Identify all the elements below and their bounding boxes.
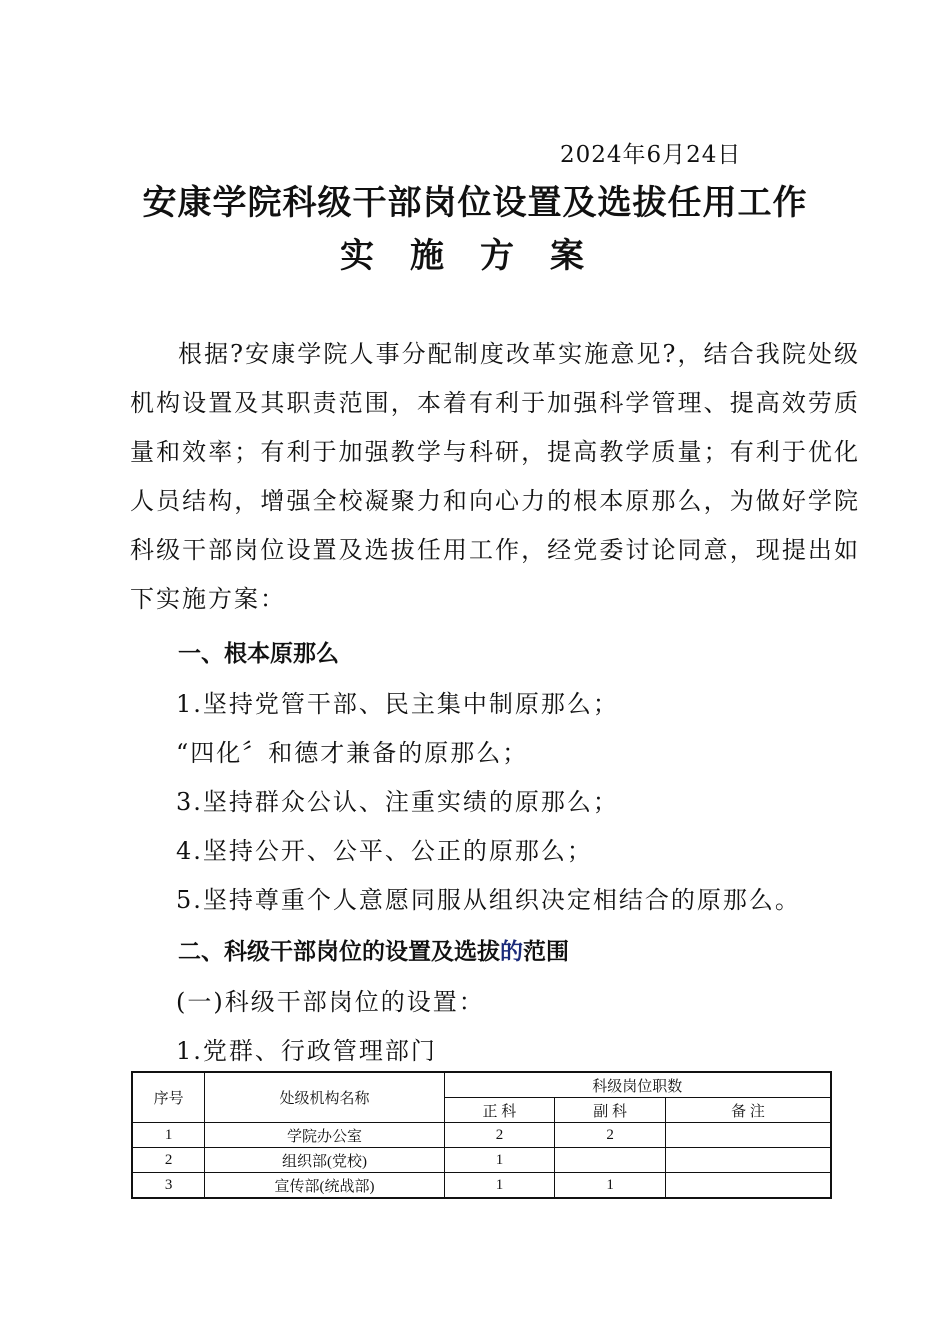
cell-fu: 2 — [555, 1123, 666, 1148]
document-title-line2: 实施方案 — [340, 236, 620, 276]
document-title-line1: 安康学院科级干部岗位设置及选拔任用工作 — [142, 183, 808, 223]
cell-name: 宣传部(统战部) — [205, 1173, 444, 1199]
cell-name: 学院办公室 — [205, 1123, 444, 1148]
subsection-title: (一)科级干部岗位的设置： — [176, 988, 485, 1016]
cell-zheng: 2 — [444, 1123, 555, 1148]
header-no: 序号 — [132, 1072, 205, 1123]
section1-heading: 一、根本原那么 — [178, 641, 339, 667]
header-group: 科级岗位职数 — [444, 1072, 831, 1098]
cell-no: 2 — [132, 1148, 205, 1173]
table-row — [132, 1148, 831, 1173]
cell-note — [665, 1123, 831, 1148]
cell-note — [665, 1148, 831, 1173]
cell-zheng: 1 — [444, 1173, 555, 1199]
principle-item: 1.坚持党管干部、民主集中制原那么； — [176, 690, 619, 718]
intro-paragraph: 根据?安康学院人事分配制度改革实施意见?，结合我院处级机构设置及其职责范围，本着有利于加强科学管理、提高效劳质量和效率；有利于加强教学与科研，提高教学质量；有利于优化人员结构，增强全校凝聚力和向心力的根本原那么，为做好学院科级干部岗位设置及选拔任用工作，经党委讨论同意，现提出如下实施方案： — [130, 340, 860, 613]
principle-item: “四化〞和德才兼备的原那么； — [176, 739, 529, 767]
cell-name: 组织部(党校) — [205, 1148, 444, 1173]
subsection-title: 1.党群、行政管理部门 — [176, 1037, 437, 1065]
principle-item: 5.坚持尊重个人意愿同服从组织决定相结合的原那么。 — [176, 886, 801, 914]
header-note: 备 注 — [665, 1098, 831, 1123]
cell-note — [665, 1173, 831, 1199]
cell-no: 1 — [132, 1123, 205, 1148]
table-header-row — [132, 1072, 831, 1098]
table-row — [132, 1173, 831, 1199]
principle-item: 3.坚持群众公认、注重实绩的原那么； — [176, 788, 619, 816]
section2-heading-main: 二、科级干部岗位的设置及选拔 — [178, 939, 500, 965]
cell-zheng: 1 — [444, 1148, 555, 1173]
cell-fu — [555, 1148, 666, 1173]
header-name: 处级机构名称 — [205, 1072, 444, 1123]
table-row — [132, 1123, 831, 1148]
section2-heading-accent: 的 — [500, 939, 523, 965]
header-zheng: 正 科 — [444, 1098, 555, 1123]
document-date: 2024年6月24日 — [560, 142, 742, 168]
header-fu: 副 科 — [555, 1098, 666, 1123]
cell-fu: 1 — [555, 1173, 666, 1199]
section2-heading-tail: 范围 — [523, 939, 569, 965]
section2-heading — [178, 933, 569, 966]
positions-table — [131, 1071, 832, 1199]
cell-no: 3 — [132, 1173, 205, 1199]
principle-item: 4.坚持公开、公平、公正的原那么； — [176, 837, 593, 865]
